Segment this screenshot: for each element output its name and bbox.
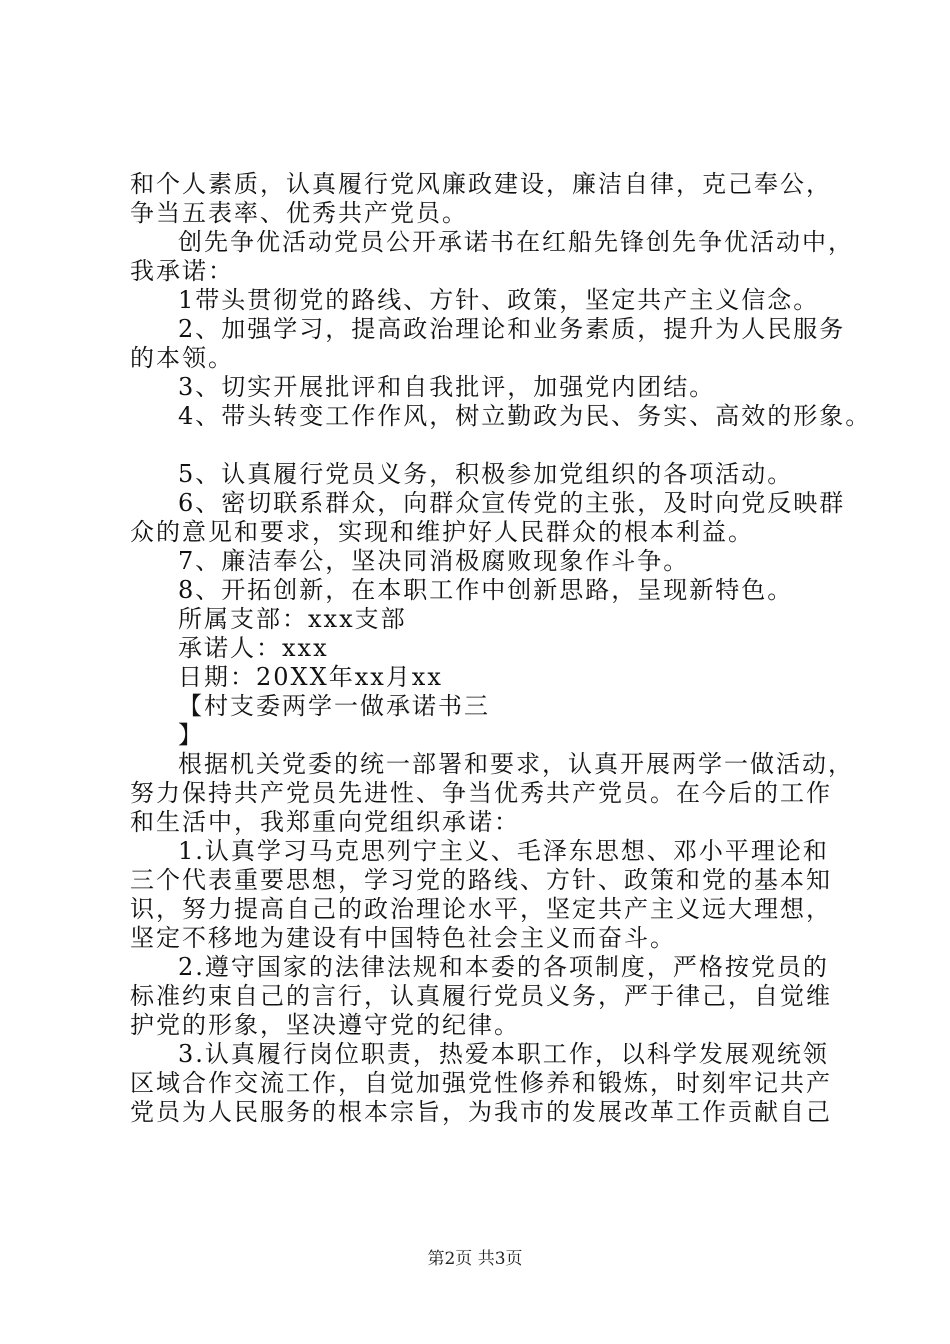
text-line: 和个人素质，认真履行党风廉政建设，廉洁自律，克己奉公， (130, 170, 832, 198)
text-line: 2、加强学习，提高政治理论和业务素质，提升为人民服务 (178, 315, 846, 343)
text-line: 党员为人民服务的根本宗旨，为我市的发展改革工作贡献自己 (130, 1098, 832, 1126)
text-line: 识，努力提高自己的政治理论水平，坚定共产主义远大理想， (130, 895, 832, 923)
text-line: 标准约束自己的言行，认真履行党员义务，严于律己，自觉维 (130, 982, 832, 1010)
text-line: 三个代表重要思想，学习党的路线、方针、政策和党的基本知 (130, 866, 832, 894)
section-heading-end: 】 (178, 721, 204, 749)
text-line: 7、廉洁奉公，坚决同消极腐败现象作斗争。 (178, 547, 690, 575)
text-line: 5、认真履行党员义务，积极参加党组织的各项活动。 (178, 460, 794, 488)
blank-line (130, 431, 850, 460)
text-line: 区域合作交流工作，自觉加强党性修养和锻炼，时刻牢记共产 (130, 1069, 832, 1097)
text-line: 护党的形象，坚决遵守党的纪律。 (130, 1011, 520, 1039)
page-number-footer: 第2页 共3页 (427, 1249, 523, 1269)
text-line: 8、开拓创新，在本职工作中创新思路，呈现新特色。 (178, 576, 794, 604)
text-line: 3、切实开展批评和自我批评，加强党内团结。 (178, 373, 716, 401)
promisor-line: 承诺人：xxx (178, 634, 329, 662)
section-heading: 【村支委两学一做承诺书三 (178, 692, 490, 720)
document-body (130, 170, 872, 1127)
text-line: 努力保持共产党员先进性、争当优秀共产党员。在今后的工作 (130, 779, 832, 807)
text-line: 根据机关党委的统一部署和要求，认真开展两学一做活动， (178, 750, 854, 778)
branch-line: 所属支部：xxx支部 (178, 605, 407, 633)
text-line: 我承诺： (130, 257, 234, 285)
text-line: 争当五表率、优秀共产党员。 (130, 199, 468, 227)
text-line: 坚定不移地为建设有中国特色社会主义而奋斗。 (130, 924, 676, 952)
text-line: 2.遵守国家的法律法规和本委的各项制度，严格按党员的 (178, 953, 829, 981)
text-line: 1.认真学习马克思列宁主义、毛泽东思想、邓小平理论和 (178, 837, 829, 865)
text-line: 和生活中，我郑重向党组织承诺： (130, 808, 520, 836)
text-line: 创先争优活动党员公开承诺书在红船先锋创先争优活动中， (178, 228, 854, 256)
text-line: 1带头贯彻党的路线、方针、政策，坚定共产主义信念。 (178, 286, 820, 314)
text-line: 的本领。 (130, 344, 234, 372)
text-line: 4、带头转变工作作风，树立勤政为民、务实、高效的形象。 (178, 402, 872, 430)
text-line: 6、密切联系群众，向群众宣传党的主张，及时向党反映群 (178, 489, 846, 517)
text-line: 3.认真履行岗位职责，热爱本职工作，以科学发展观统领 (178, 1040, 829, 1068)
date-line: 日期：20XX年xx月xx (178, 663, 443, 691)
text-line: 众的意见和要求，实现和维护好人民群众的根本利益。 (130, 518, 754, 546)
